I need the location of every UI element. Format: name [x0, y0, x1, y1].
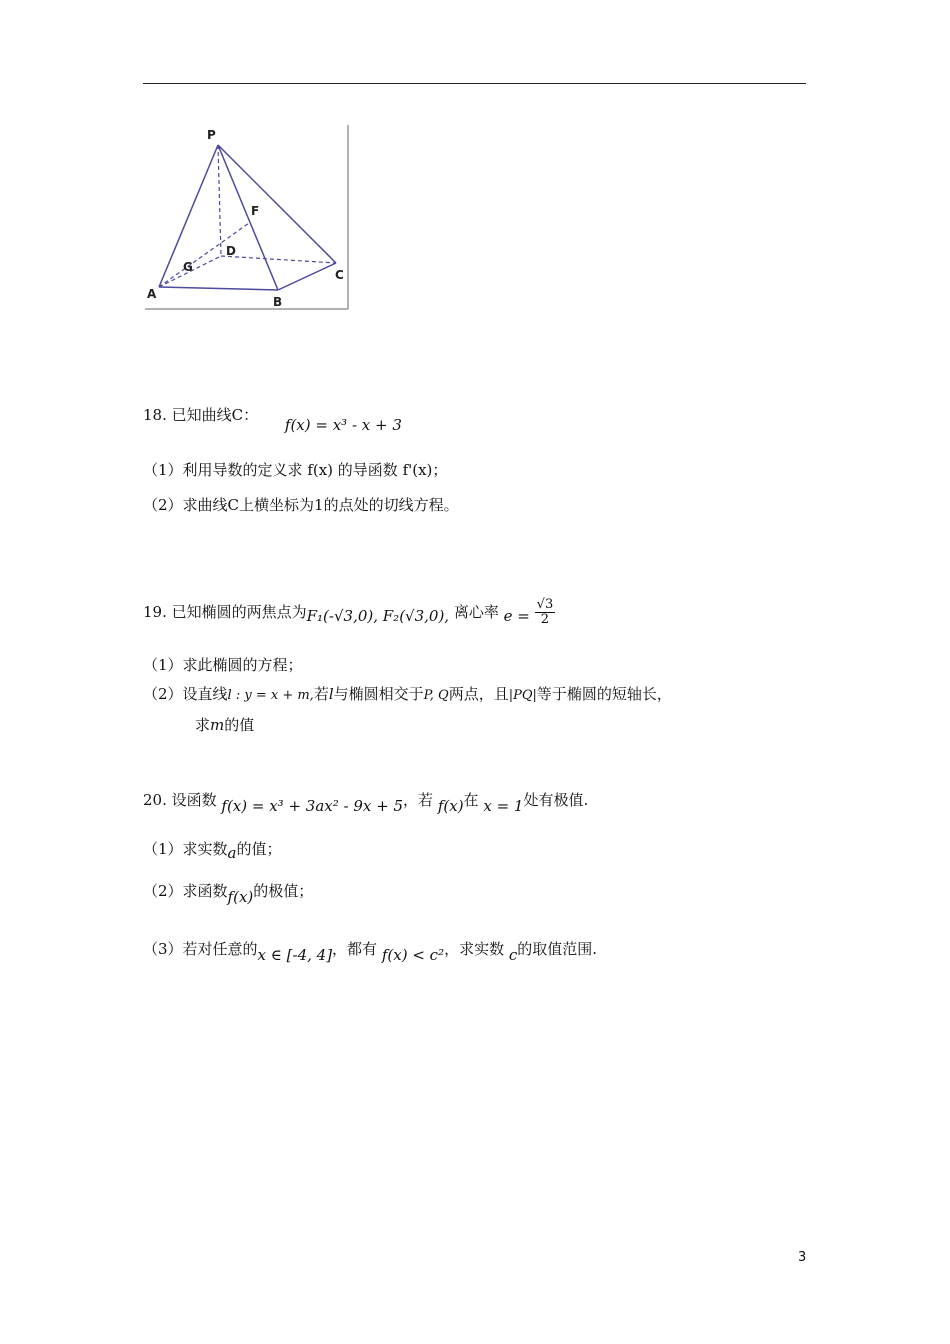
q20-part3-b: ，都有	[332, 940, 378, 958]
q19-part2-c: 与椭圆相交于	[333, 685, 424, 703]
q19-part2-line-eq: l : y = x + m,	[227, 688, 314, 703]
q20-part2-a: （2）求函数	[143, 882, 228, 900]
q20-cond-fx: f(x)	[437, 797, 464, 815]
q19-part2-l: l	[328, 685, 334, 703]
q20-part1-var: a	[227, 844, 237, 862]
q20-stem-line	[143, 789, 589, 815]
label-D: D	[226, 244, 236, 258]
q18-stem: 18. 已知曲线C：	[143, 406, 259, 424]
q20-part3-ineq: f(x) < c²	[381, 946, 445, 964]
label-P: P	[207, 128, 216, 142]
q20-part3-a: （3）若对任意的	[143, 940, 258, 958]
q20-part3-x: x ∈ [-4, 4]	[257, 946, 333, 964]
q19-stem-line	[143, 598, 555, 628]
header-rule	[143, 83, 806, 84]
q19-part2-b: 若	[313, 685, 329, 703]
q19-part2-line2	[195, 714, 254, 735]
edge-DC	[221, 256, 336, 263]
q20-cond-c: 处有极值.	[523, 791, 589, 809]
q20-formula: f(x) = x³ + 3ax² - 9x + 5	[221, 797, 404, 815]
label-G: G	[183, 260, 193, 274]
q19-ecc-den: 2	[540, 612, 550, 628]
q19-foci: F₁(-√3,0), F₂(√3,0),	[306, 606, 450, 625]
q19-part2-pq: P, Q	[423, 688, 449, 703]
q20-part2-fx: f(x)	[227, 888, 254, 906]
q19-ecc-label: 离心率	[453, 602, 499, 621]
q18-part1: （1）利用导数的定义求 f(x) 的导函数 f'(x)；	[143, 461, 448, 479]
q20-cond-x: x = 1	[483, 797, 524, 815]
q20-part3-d: 的取值范围.	[517, 940, 598, 958]
edge-PB	[218, 145, 278, 290]
q19-ecc-num: √3	[536, 597, 554, 612]
q20-part2-line	[143, 880, 314, 906]
q20-part3-line	[143, 938, 598, 964]
edge-BC	[278, 263, 336, 290]
q19-part2-m: m	[210, 716, 225, 734]
label-F: F	[251, 204, 260, 218]
q20-part1-line	[143, 838, 282, 862]
q19-part2-line	[143, 683, 672, 704]
pyramid-figure	[143, 123, 350, 311]
q20-part3-c: ，求实数	[444, 940, 505, 958]
q18-stem-line	[143, 404, 402, 434]
edge-AB	[159, 287, 278, 290]
q19-stem: 19. 已知椭圆的两焦点为	[143, 602, 307, 621]
q20-cond-b: 在	[463, 791, 479, 809]
q19-part2-d: 两点，且	[448, 685, 509, 703]
label-B: B	[273, 295, 283, 309]
q19-part2-abs: |PQ|	[508, 688, 537, 703]
q20-part1-b: 的值；	[236, 840, 282, 858]
q20-part1-a: （1）求实数	[143, 840, 228, 858]
q19-part1: （1）求此椭圆的方程；	[143, 656, 303, 674]
q19-ecc-fraction	[535, 598, 556, 628]
q20-cond-a: ，若	[403, 791, 434, 809]
q19-part2-a: （2）设直线	[143, 685, 228, 703]
q18-part2: （2）求曲线C上横坐标为1的点处的切线方程。	[143, 496, 459, 514]
label-A: A	[147, 287, 157, 301]
q18-formula: f(x) = x³ - x + 3	[284, 416, 402, 434]
q20-stem: 20. 设函数	[143, 791, 217, 809]
q19-part2-g: 的值	[224, 716, 255, 734]
label-C: C	[335, 268, 344, 282]
q19-part2-f: 求	[195, 716, 211, 734]
q19-part2-e: 等于椭圆的短轴长，	[536, 685, 672, 703]
q19-ecc-lhs: e =	[503, 606, 530, 625]
q20-part2-b: 的极值；	[253, 882, 314, 900]
page-number: 3	[798, 1250, 807, 1265]
q20-part3-var: c	[508, 946, 518, 964]
edge-PD	[218, 145, 221, 256]
